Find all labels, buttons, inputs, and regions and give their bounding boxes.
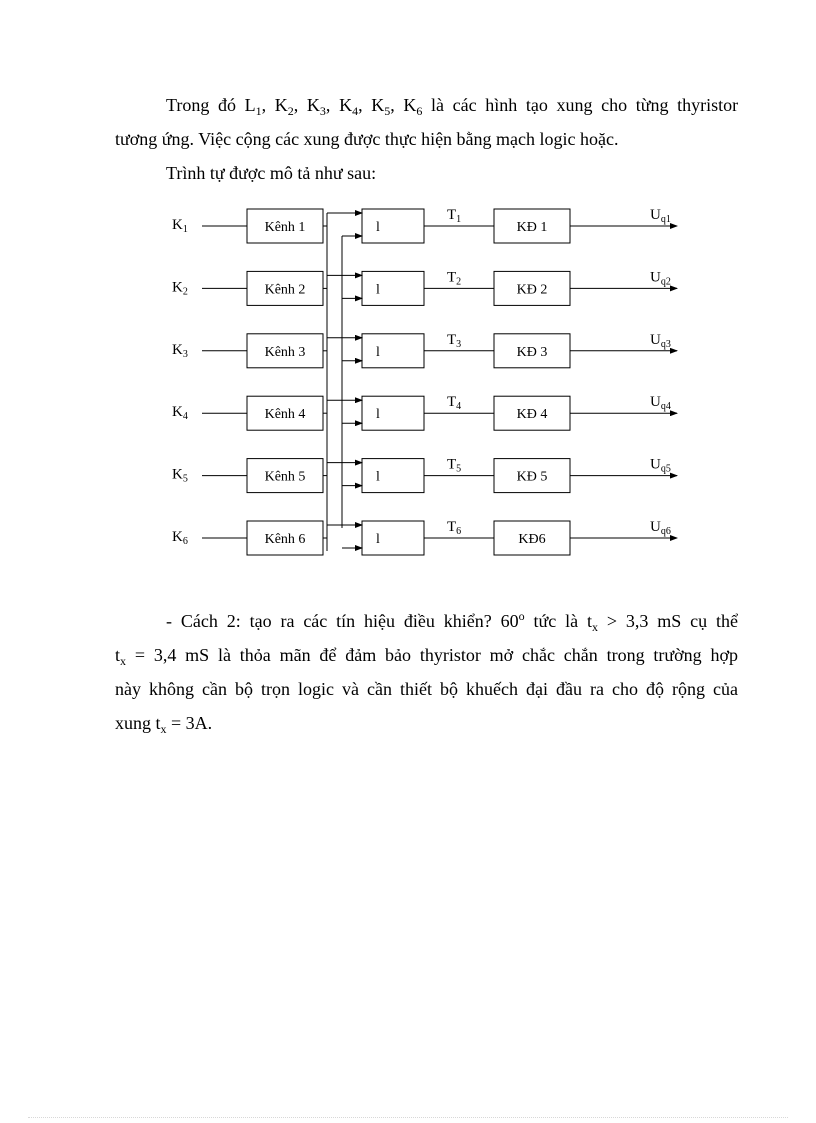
t-label-3: $T_3$ — [447, 331, 462, 350]
output-label-u1: $U_{q1}$ — [650, 207, 671, 225]
signal-l1: $L_1$ — [244, 95, 262, 118]
output-label-u2: $U_{q2}$ — [650, 269, 671, 288]
input-label-k2: $K_2$ — [172, 279, 188, 298]
paragraph-3-line-1: - Cách 2: tạo ra các tín hiệu điều khiển? 60$^o$ tức là $t_x > 3,3$ mS cụ thể — [166, 609, 738, 634]
input-label-k3: $K_3$ — [172, 341, 188, 360]
or-gate-label-3: l — [376, 344, 380, 360]
or-gate-box-3 — [362, 334, 424, 368]
input-label-k5: $K_5$ — [172, 466, 188, 485]
paragraph-3 — [115, 604, 738, 740]
paragraph-3-line-4: xung $t_x = 3A$. — [115, 713, 213, 736]
or-gate-box-5 — [362, 459, 424, 493]
or-gate-box-2 — [362, 271, 424, 305]
or-gate-label-1: l — [376, 220, 380, 235]
channel-label-1: Kênh 1 — [264, 220, 306, 235]
line1-rest: là các hình tạo xung cho từng thyristor — [430, 95, 739, 115]
signal-k5: $K_5$ — [371, 95, 391, 118]
t-label-4: $T_4$ — [447, 394, 462, 413]
amplifier-label-3: KĐ 3 — [516, 344, 548, 360]
signal-k3: $K_3$ — [306, 95, 326, 118]
paragraph-3-line-3: này không cần bộ trọn logic và cần thiết bộ khuếch đại đầu ra cho độ rộng của — [115, 679, 738, 699]
t-label-6: $T_6$ — [447, 519, 462, 537]
or-gate-label-6: l — [376, 532, 380, 547]
or-gate-box-6 — [362, 521, 424, 555]
or-gate-box-4 — [362, 396, 424, 430]
or-gate-label-5: l — [376, 469, 380, 485]
page-bottom-divider — [28, 1117, 788, 1118]
or-gate-label-4: l — [376, 407, 380, 423]
or-gate-box-1 — [362, 209, 424, 243]
input-label-k1: $K_1$ — [172, 217, 188, 235]
channel-label-6: Kênh 6 — [264, 532, 306, 547]
input-label-k6: $K_6$ — [172, 529, 188, 547]
channel-label-2: Kênh 2 — [264, 282, 306, 298]
paragraph-1-line-1: Trong đó $L_1$, $K_2$, $K_3$, $K_4$, $K_5$, $K_6$ là các hình tạo xung cho từng thyristor — [166, 95, 739, 118]
paragraph-1-line-2: tương ứng. Việc cộng các xung được thực hiện bằng mạch logic hoặc. — [115, 129, 619, 149]
intro-text: Trong đó — [166, 95, 236, 115]
output-label-u5: $U_{q5}$ — [650, 456, 671, 475]
t-label-2: $T_2$ — [447, 269, 462, 288]
output-label-u4: $U_{q4}$ — [650, 394, 671, 413]
amplifier-label-6: KĐ6 — [518, 532, 546, 547]
paragraph-3-line-2: $t_x = 3,4$ mS là thỏa mãn để đảm bảo thyristor mở chắc chắn trong trường hợp — [115, 645, 738, 668]
amplifier-label-5: KĐ 5 — [516, 469, 548, 485]
channel-label-3: Kênh 3 — [264, 344, 306, 360]
signal-k4: $K_4$ — [339, 95, 359, 118]
channel-label-4: Kênh 4 — [264, 407, 306, 423]
paragraph-2-text: Trình tự được mô tả như sau: — [166, 163, 377, 183]
t-label-5: $T_5$ — [447, 456, 462, 475]
degree-symbol: o — [518, 609, 525, 623]
channel-label-5: Kênh 5 — [264, 469, 306, 485]
output-label-u6: $U_{q6}$ — [650, 519, 671, 537]
or-gate-label-2: l — [376, 282, 380, 298]
signal-k2: $K_2$ — [274, 95, 294, 118]
t-label-1: $T_1$ — [447, 207, 462, 225]
output-label-u3: $U_{q3}$ — [650, 331, 671, 350]
input-label-k4: $K_4$ — [172, 404, 188, 423]
amplifier-label-1: KĐ 1 — [516, 220, 548, 235]
amplifier-label-4: KĐ 4 — [516, 407, 548, 423]
amplifier-label-2: KĐ 2 — [516, 282, 548, 298]
signal-k6: $K_6$ — [403, 95, 423, 118]
